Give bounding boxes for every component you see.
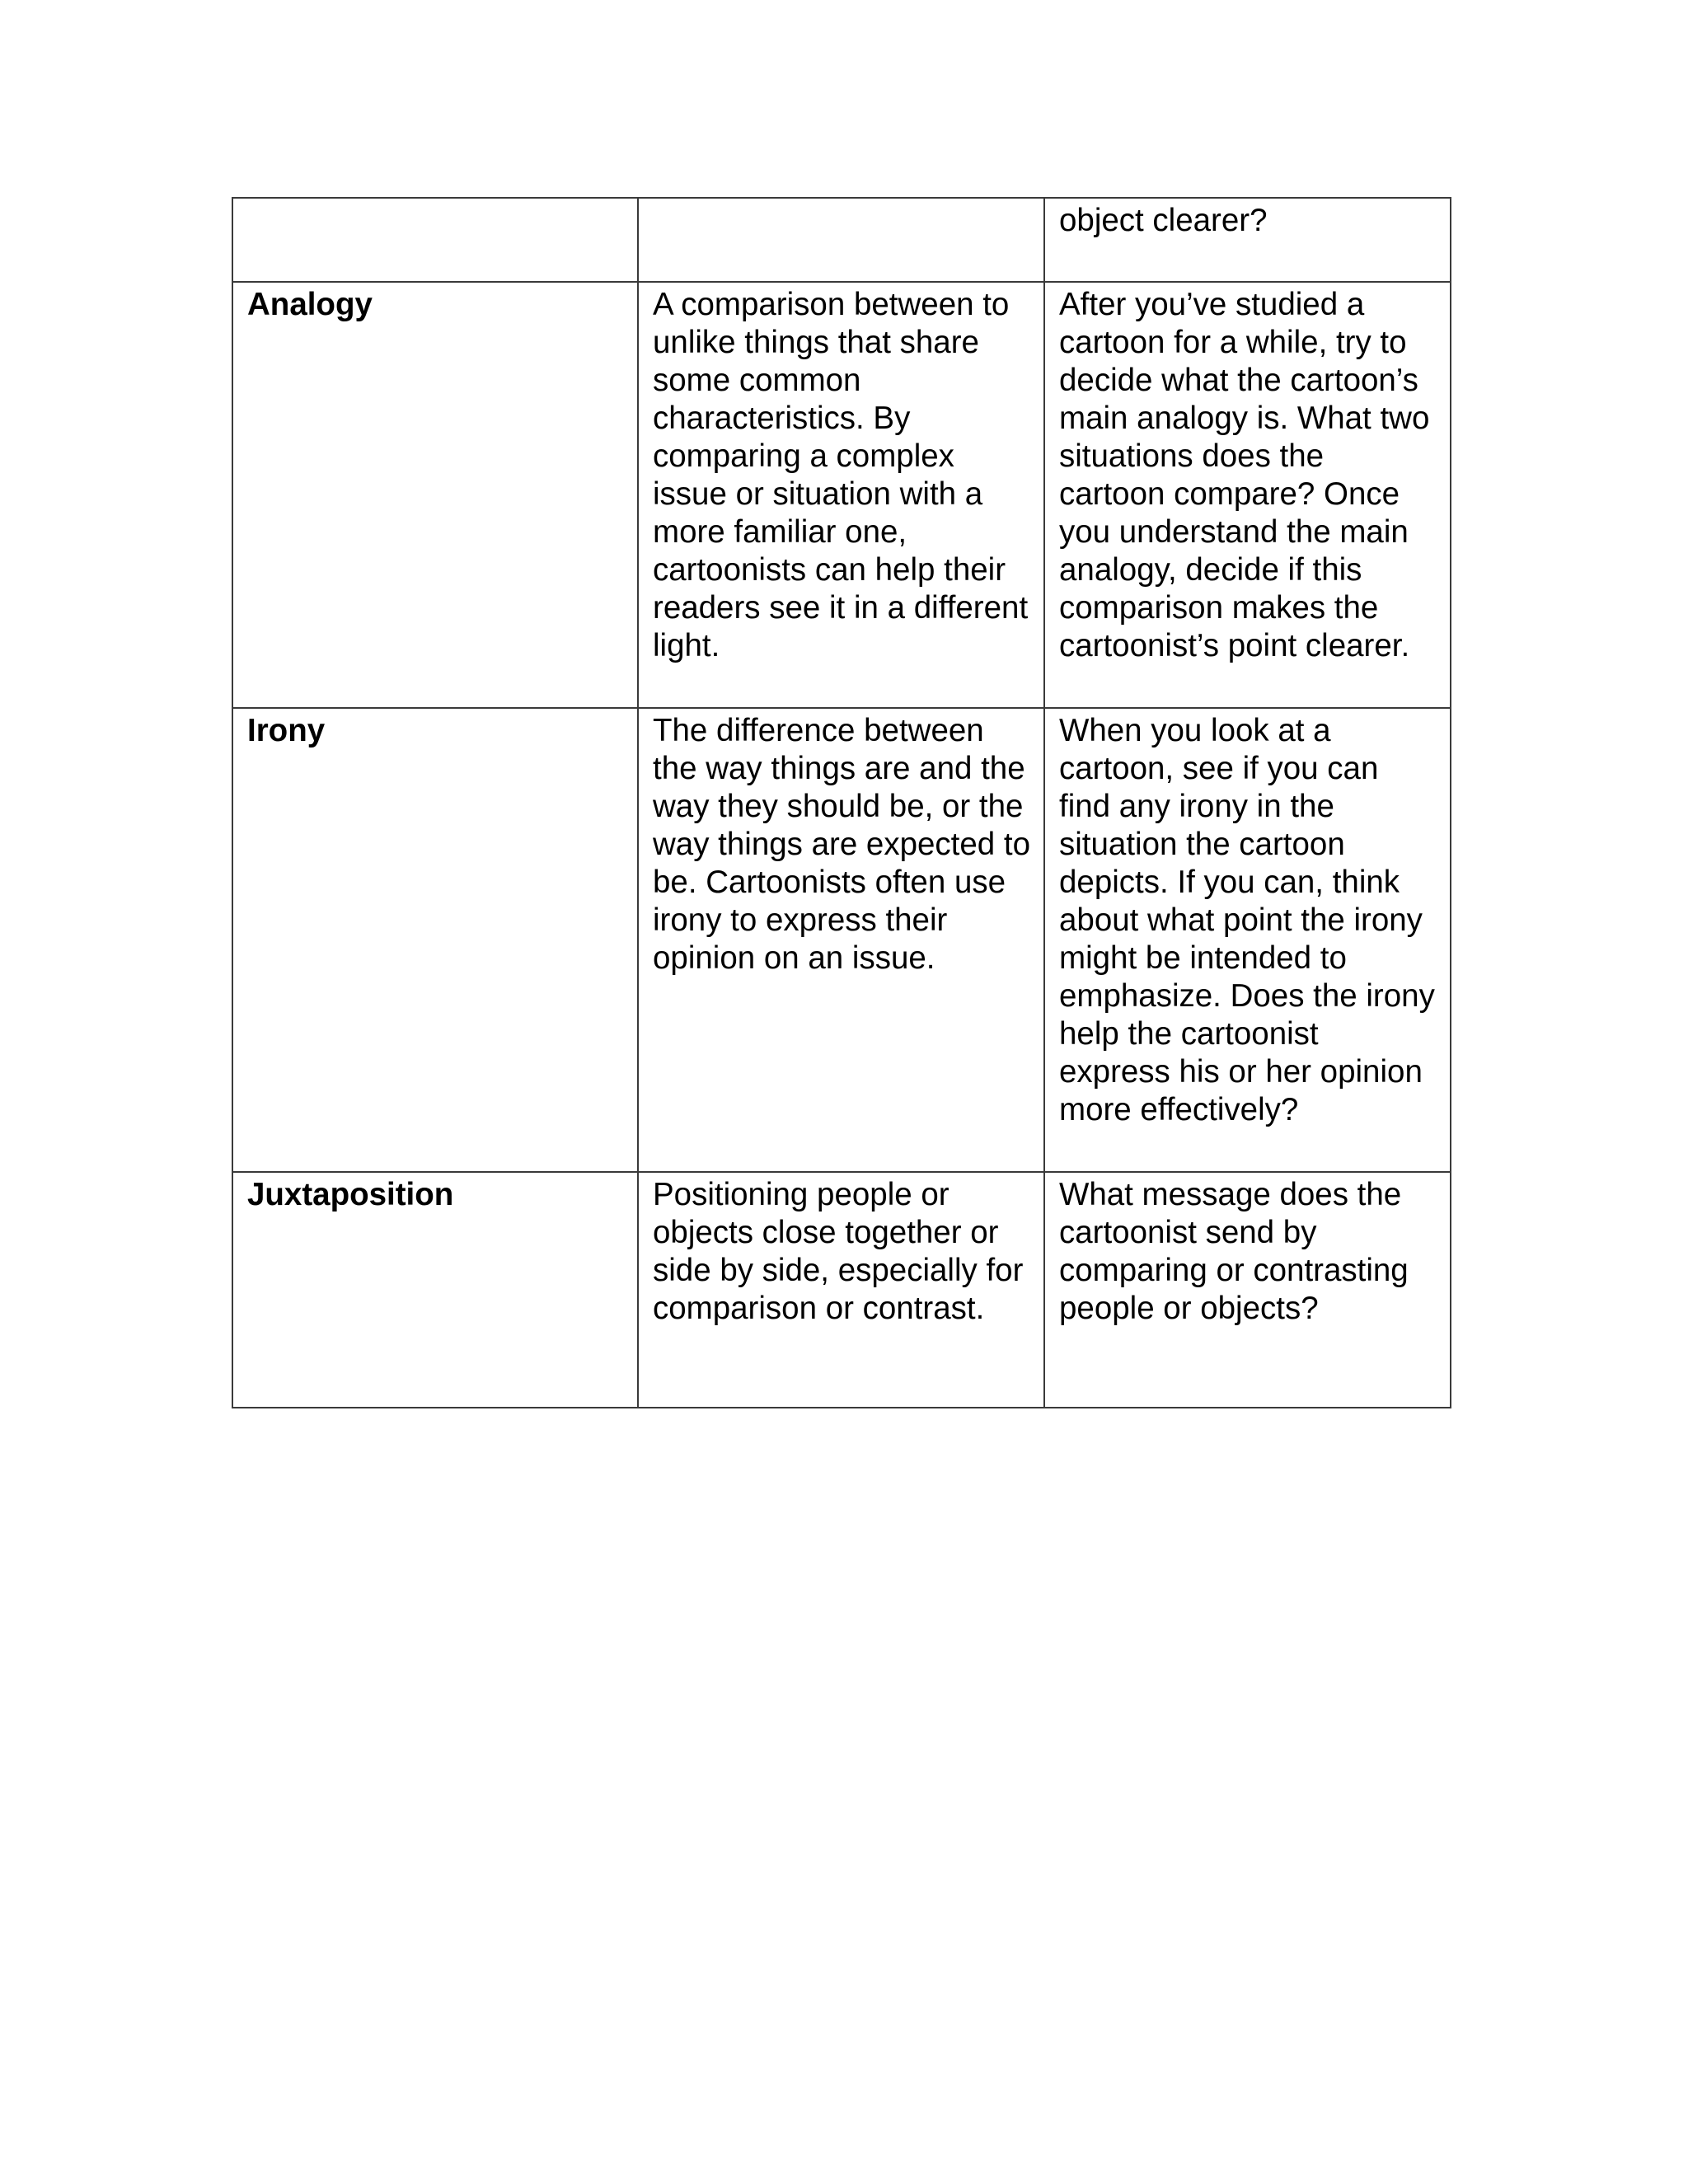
term-cell: Analogy	[232, 282, 638, 708]
tip-cell: After you’ve studied a cartoon for a while, try to decide what the cartoon’s main analogy is. What two situations does the cartoon compare? Once you understand the main analogy, decide if this comparison makes the cartoonist’s point clearer.	[1044, 282, 1451, 708]
persuasive-techniques-table	[232, 197, 1451, 1408]
table-row	[232, 1172, 1451, 1408]
tip-cell: object clearer?	[1044, 198, 1451, 282]
definition-cell: A comparison between to unlike things that share some common characteristics. By comparing a complex issue or situation with a more familiar one, cartoonists can help their readers see it in a different light.	[638, 282, 1044, 708]
term-cell: Irony	[232, 708, 638, 1172]
table-row	[232, 198, 1451, 282]
table-row	[232, 282, 1451, 708]
tip-cell: When you look at a cartoon, see if you can find any irony in the situation the cartoon depicts. If you can, think about what point the irony might be intended to emphasize. Does the irony help the cartoonist express his or her opinion more effectively?	[1044, 708, 1451, 1172]
definition-cell	[638, 198, 1044, 282]
term-cell: Juxtaposition	[232, 1172, 638, 1408]
definition-cell: The difference between the way things are and the way they should be, or the way things are expected to be. Cartoonists often use irony to express their opinion on an issue.	[638, 708, 1044, 1172]
table-row	[232, 708, 1451, 1172]
tip-cell: What message does the cartoonist send by comparing or contrasting people or objects?	[1044, 1172, 1451, 1408]
definition-cell: Positioning people or objects close together or side by side, especially for comparison or contrast.	[638, 1172, 1044, 1408]
term-cell	[232, 198, 638, 282]
